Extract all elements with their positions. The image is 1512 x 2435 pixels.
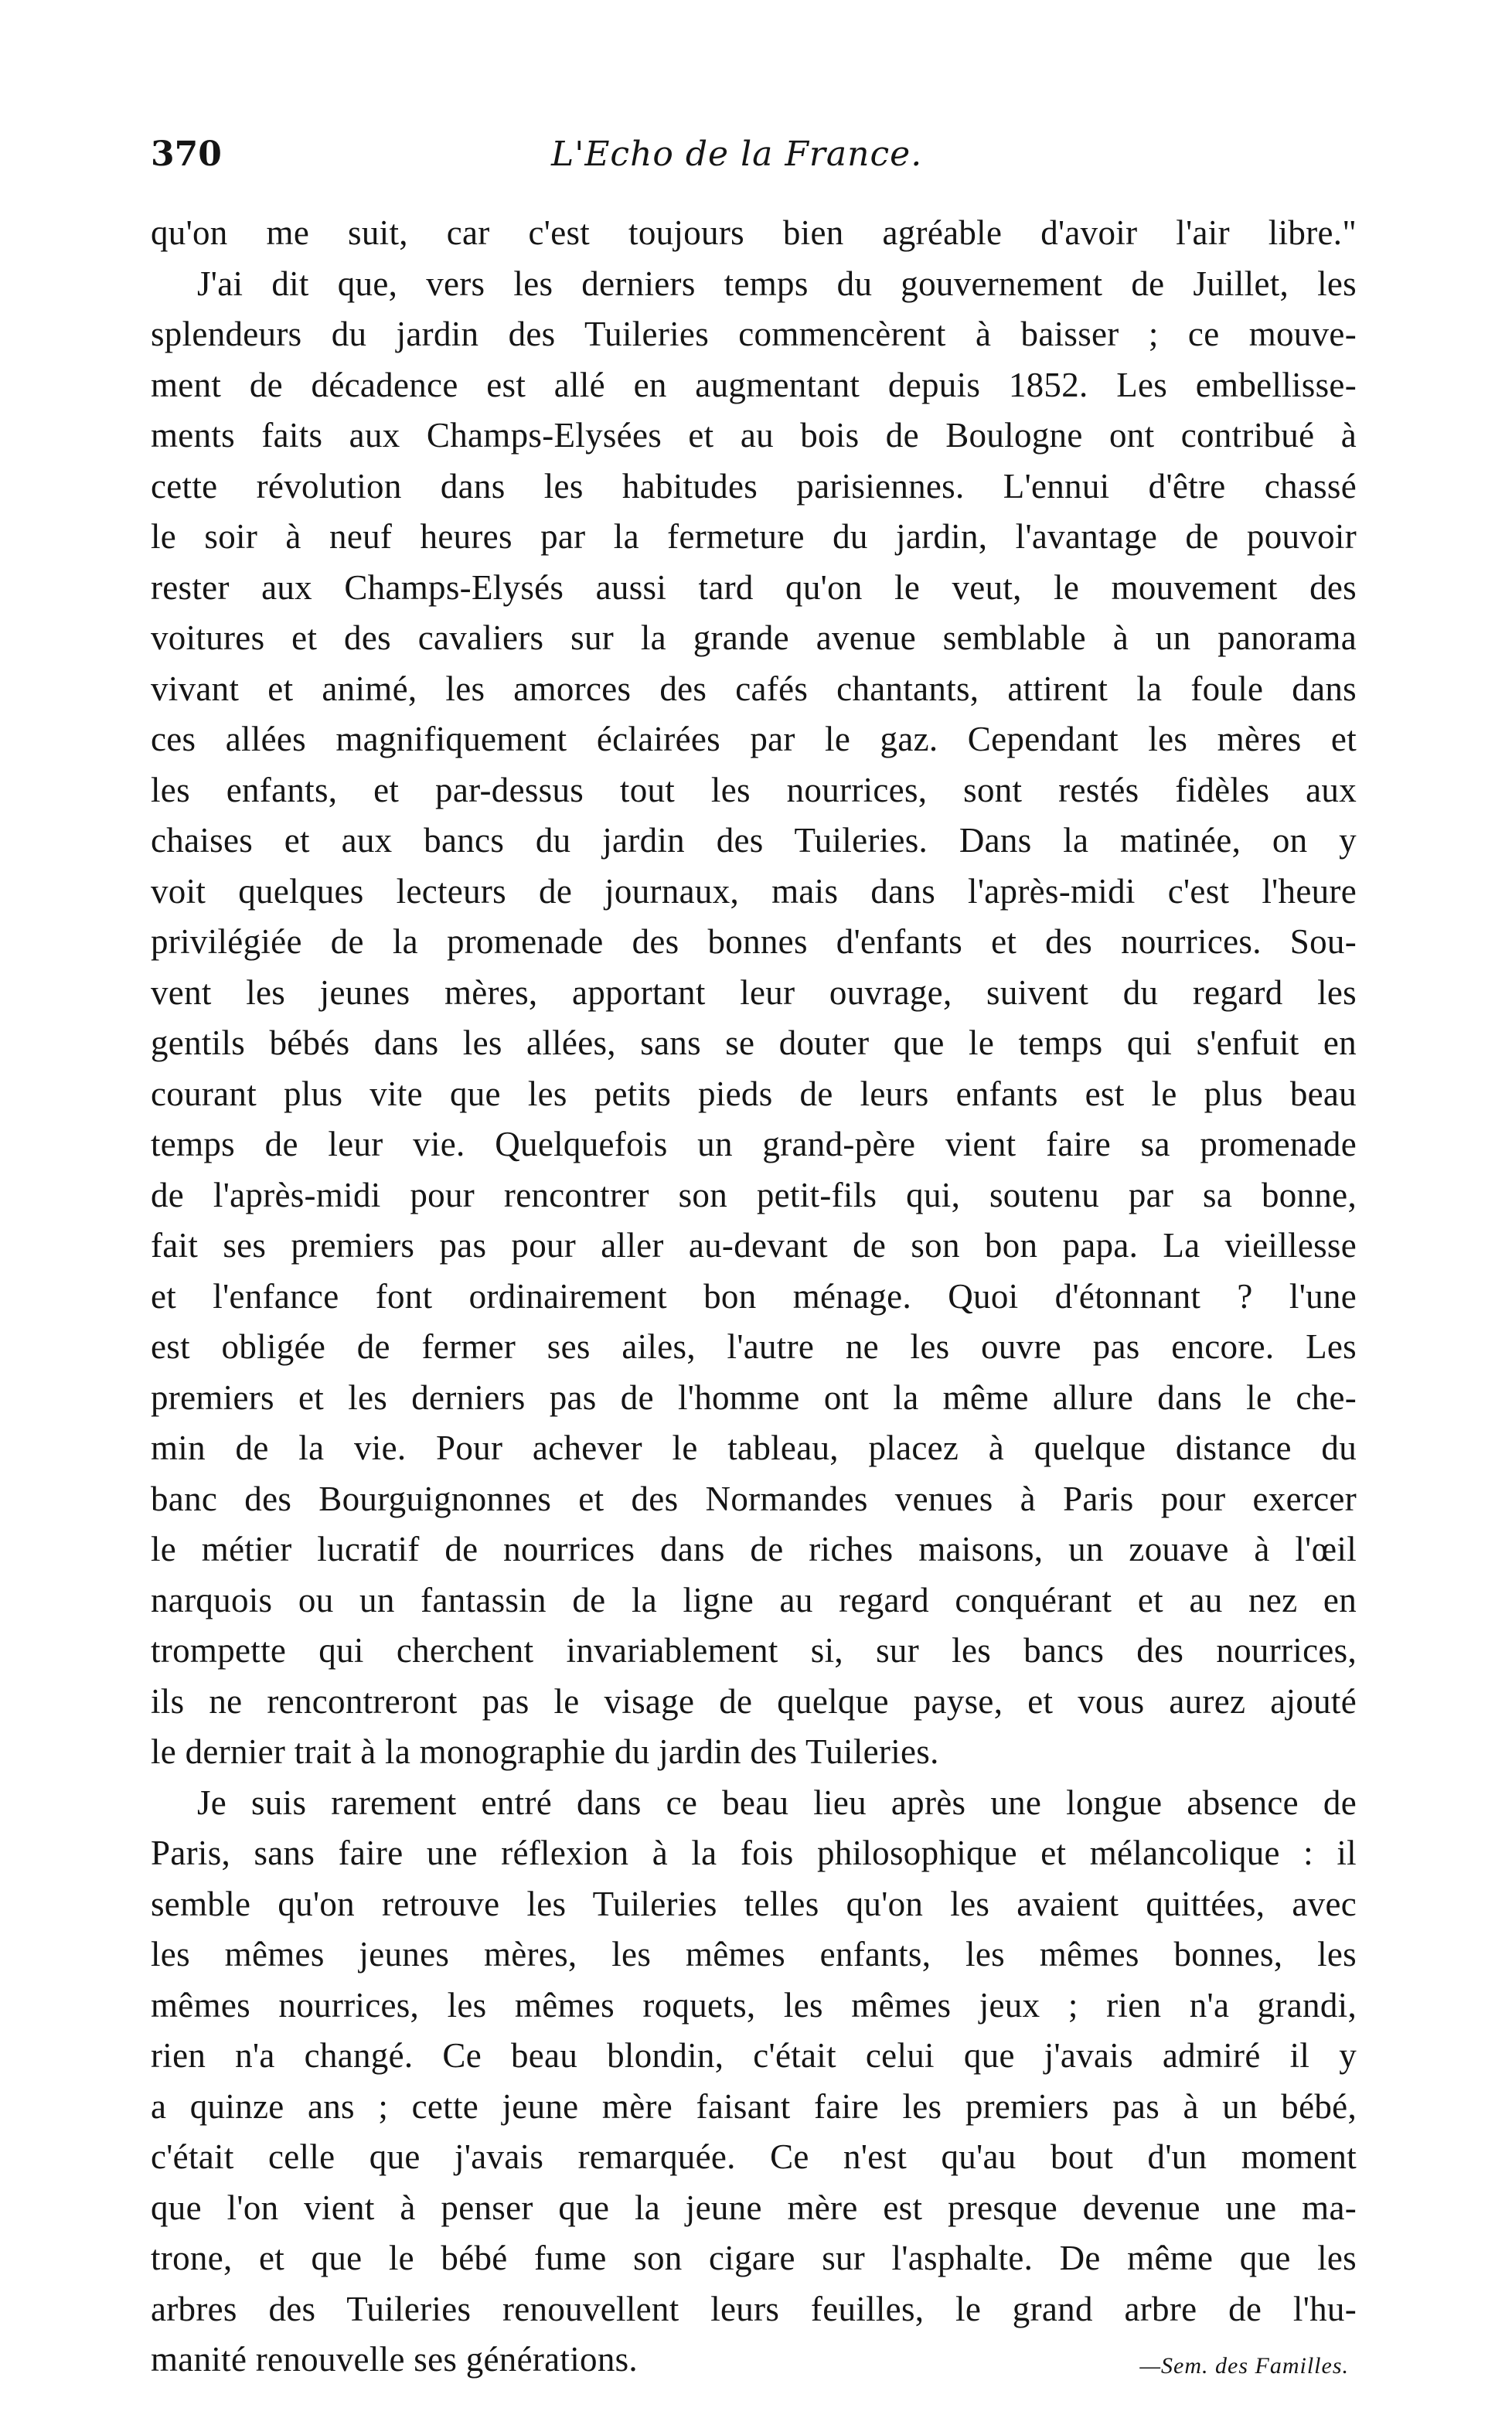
text-line: trompette qui cherchent invariablement si, sur les bancs des nourrices,: [151, 1631, 1357, 1670]
text-line: est obligée de fermer ses ailes, l'autre ne les ouvre pas encore. Les: [151, 1327, 1357, 1366]
text-line: manité renouvelle ses générations.: [151, 2340, 638, 2379]
text-line: courant plus vite que les petits pieds de leurs enfants est le plus beau: [151, 1074, 1357, 1113]
text-line: que l'on vient à penser que la jeune mère est presque devenue une ma-: [151, 2188, 1357, 2227]
text-line: qu'on me suit, car c'est toujours bien agréable d'avoir l'air libre.": [151, 213, 1357, 252]
text-line: mêmes nourrices, les mêmes roquets, les mêmes jeux ; rien n'a grandi,: [151, 1985, 1357, 2025]
text-line: gentils bébés dans les allées, sans se douter que le temps qui s'enfuit en: [151, 1023, 1357, 1062]
text-line: les mêmes jeunes mères, les mêmes enfants, les mêmes bonnes, les: [151, 1935, 1357, 1974]
text-line: les enfants, et par-dessus tout les nourrices, sont restés fidèles aux: [151, 770, 1357, 809]
final-row: [151, 2335, 1357, 2386]
text-line: chaises et aux bancs du jardin des Tuileries. Dans la matinée, on y: [151, 821, 1357, 860]
text-line: et l'enfance font ordinairement bon ménage. Quoi d'étonnant ? l'une: [151, 1276, 1357, 1316]
text-line: voitures et des cavaliers sur la grande avenue semblable à un panorama: [151, 618, 1357, 657]
text-line: le dernier trait à la monographie du jardin des Tuileries.: [151, 1732, 939, 1771]
text-line: rester aux Champs-Elysés aussi tard qu'on le veut, le mouvement des: [151, 567, 1357, 607]
text-line: ments faits aux Champs-Elysées et au bois de Boulogne ont contribué à: [151, 416, 1357, 455]
text-line: semble qu'on retrouve les Tuileries telles qu'on les avaient quittées, avec: [151, 1884, 1357, 1923]
text-line: premiers et les derniers pas de l'homme ont la même allure dans le che-: [151, 1378, 1357, 1417]
text-line: vent les jeunes mères, apportant leur ouvrage, suivent du regard les: [151, 972, 1357, 1012]
text-line: a quinze ans ; cette jeune mère faisant faire les premiers pas à un bébé,: [151, 2086, 1357, 2126]
text-line: banc des Bourguignonnes et des Normandes venues à Paris pour exercer: [151, 1479, 1357, 1518]
text-line: c'était celle que j'avais remarquée. Ce n'est qu'au bout d'un moment: [151, 2137, 1357, 2176]
book-page: [151, 128, 1357, 2386]
text-line: fait ses premiers pas pour aller au-devant de son bon papa. La vieillesse: [151, 1226, 1357, 1265]
running-header: [151, 128, 1357, 182]
text-line: ils ne rencontreront pas le visage de quelque payse, et vous aurez ajouté: [151, 1681, 1357, 1721]
text-line: ces allées magnifiquement éclairées par le gaz. Cependant les mères et: [151, 720, 1357, 758]
source-attribution: —Sem. des Familles.: [1139, 2353, 1349, 2379]
text-line: narquois ou un fantassin de la ligne au regard conquérant et au nez en: [151, 1580, 1357, 1619]
text-line: ment de décadence est allé en augmentant depuis 1852. Les embellisse-: [151, 365, 1357, 404]
text-line: Je suis rarement entré dans ce beau lieu après une longue absence de: [197, 1783, 1357, 1822]
text-line: min de la vie. Pour achever le tableau, placez à quelque distance du: [151, 1429, 1357, 1467]
text-line: voit quelques lecteurs de journaux, mais dans l'après-midi c'est l'heure: [151, 871, 1357, 911]
page-number: 370: [151, 135, 222, 174]
text-line: splendeurs du jardin des Tuileries commencèrent à baisser ; ce mouve-: [151, 315, 1357, 353]
text-line: trone, et que le bébé fume son cigare sur l'asphalte. De même que les: [151, 2239, 1357, 2277]
text-line: Paris, sans faire une réflexion à la fois philosophique et mélancolique : il: [151, 1834, 1357, 1872]
text-line: temps de leur vie. Quelquefois un grand-père vient faire sa promenade: [151, 1125, 1357, 1163]
text-line: arbres des Tuileries renouvellent leurs feuilles, le grand arbre de l'hu-: [151, 2289, 1357, 2328]
text-line: le métier lucratif de nourrices dans de riches maisons, un zouave à l'œil: [151, 1530, 1357, 1568]
text-line: privilégiée de la promenade des bonnes d'enfants et des nourrices. Sou-: [151, 922, 1357, 961]
text-line: de l'après-midi pour rencontrer son petit-fils qui, soutenu par sa bonne,: [151, 1175, 1357, 1214]
journal-title: L'Echo de la France.: [551, 135, 923, 174]
text-line: rien n'a changé. Ce beau blondin, c'était celui que j'avais admiré il y: [151, 2036, 1357, 2075]
text-line: le soir à neuf heures par la fermeture du jardin, l'avantage de pouvoir: [151, 517, 1357, 556]
text-line: J'ai dit que, vers les derniers temps du gouvernement de Juillet, les: [197, 264, 1357, 303]
body-text: [151, 208, 1357, 2386]
text-line: vivant et animé, les amorces des cafés chantants, attirent la foule dans: [151, 669, 1357, 708]
text-line: cette révolution dans les habitudes parisiennes. L'ennui d'être chassé: [151, 466, 1357, 506]
